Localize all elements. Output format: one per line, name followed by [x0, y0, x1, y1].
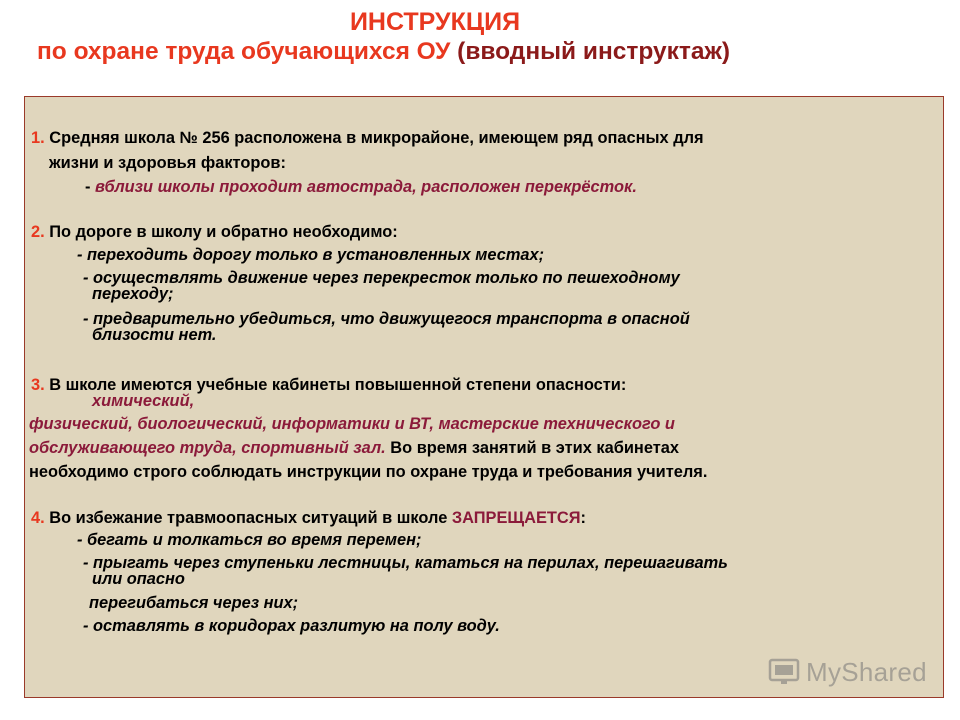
instruction-panel	[24, 96, 944, 698]
section-4-item-3: - оставлять в коридорах разлитую на полу воду.	[83, 617, 500, 635]
section-1-number: 1.	[31, 129, 45, 147]
section-1-dash: -	[85, 178, 96, 196]
section-4-line-1	[31, 509, 586, 527]
section-2-item-3a: - предварительно убедиться, что движущегося транспорта в опасной	[83, 310, 690, 328]
section-3-number: 3.	[31, 376, 45, 394]
title-text: ИНСТРУКЦИЯ	[349, 8, 521, 36]
section-3-line-2: физический, биологический, информатики и ВТ, мастерские технического и	[29, 415, 675, 433]
subtitle-main: по охране труда обучающихся ОУ	[37, 38, 458, 65]
section-3-line-3	[29, 439, 679, 457]
section-3-line-1b: химический,	[92, 392, 195, 410]
page-subtitle	[37, 38, 730, 66]
section-4-item-1: - бегать и толкаться во время перемен;	[77, 531, 422, 549]
watermark-text: MyShared	[806, 656, 927, 687]
section-1-text-1: Средняя школа № 256 расположена в микрорайоне, имеющем ряд опасных для	[44, 129, 704, 147]
myshared-logo-icon	[768, 656, 800, 688]
instruction-content	[25, 97, 943, 697]
section-2-text-1: По дороге в школу и обратно необходимо:	[44, 223, 398, 241]
section-4-text-1: Во избежание травмоопасных ситуаций в школе	[44, 509, 452, 527]
section-1-line-1	[31, 129, 704, 147]
section-4-item-2c: перегибаться через них;	[89, 594, 299, 612]
section-4-item-2b: или опасно	[92, 570, 185, 588]
myshared-watermark	[768, 654, 928, 690]
section-3-line-3-rest: Во время занятий в этих кабинетах	[385, 439, 679, 457]
section-2-item-3b: близости нет.	[92, 326, 217, 344]
section-1-line-2: жизни и здоровья факторов:	[49, 154, 286, 172]
section-3-line-4: необходимо строго соблюдать инструкции по охране труда и требования учителя.	[29, 463, 708, 481]
section-2-item-2a: - осуществлять движение через перекресток только по пешеходному	[83, 269, 680, 287]
section-4-number: 4.	[31, 509, 45, 527]
section-1-item-1	[85, 178, 637, 196]
section-4-item-2a: - прыгать через ступеньки лестницы, кататься на перилах, перешагивать	[83, 554, 728, 572]
section-1-item-1-text: вблизи школы проходит автострада, расположен перекрёсток.	[95, 178, 637, 196]
section-2-number: 2.	[31, 223, 45, 241]
section-2-line-1	[31, 223, 398, 241]
section-4-colon: :	[580, 509, 586, 527]
section-3-text-1: В школе имеются учебные кабинеты повышенной степени опасности:	[44, 376, 627, 394]
forbidden-label: ЗАПРЕЩАЕТСЯ	[451, 509, 581, 527]
subtitle-paren: (вводный инструктаж)	[457, 38, 731, 65]
page-title	[0, 8, 960, 37]
section-2-item-2b: переходу;	[92, 285, 174, 303]
section-2-item-1: - переходить дорогу только в установленных местах;	[77, 246, 545, 264]
section-3-line-3-italic: обслуживающего труда, спортивный зал.	[29, 439, 386, 457]
